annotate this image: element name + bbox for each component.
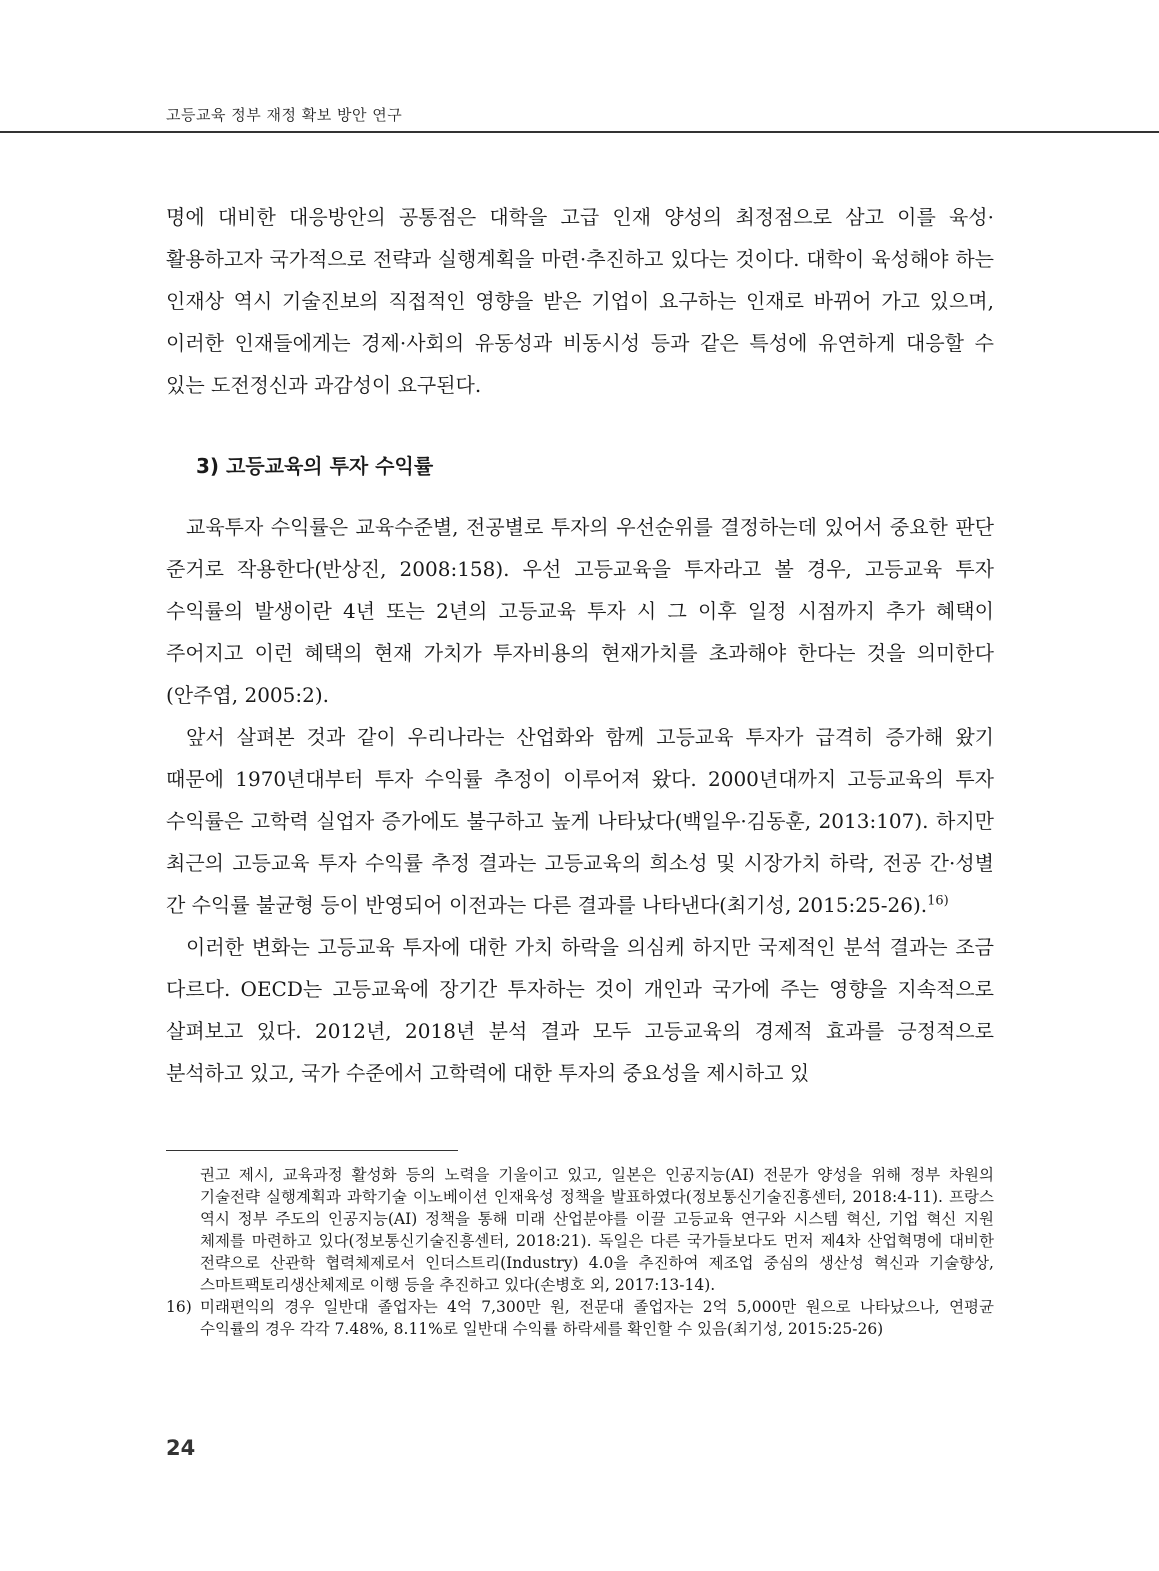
footnote-number: 16) [166,1298,192,1316]
footnotes [166,1164,994,1340]
running-header: 고등교육 정부 재정 확보 방안 연구 [166,106,403,124]
footnote-continuation: 권고 제시, 교육과정 활성화 등의 노력을 기울이고 있고, 일본은 인공지능(AI) 전문가 양성을 위해 정부 차원의 기술전략 실행계획과 과학기술 이노베이션 인재육성 정책을 발표하였다(정보통신기술진흥센터, 2018:4-11). 프랑스 역시 정부 주도의 인공지능(AI) 정책을 통해 미래 산업분야를 이끌 고등교육 연구와 시스템 혁신, 기업 혁신 지원 체제를 마련하고 있다(정보통신기술진흥센터, 2018:21). 독일은 다른 국가들보다도 먼저 제4차 산업혁명에 대비한 전략으로 산관학 협력체제로서 인더스트리(Industry) 4.0을 추진하여 제조업 중심의 생산성 혁신과 기술향상, 스마트팩토리생산체제로 이행 등을 추진하고 있다(손병호 외, 2017:13-14). [200,1166,994,1294]
footnote-divider [166,1150,458,1151]
footnote-16 [166,1296,994,1340]
body-paragraph-2: 교육투자 수익률은 교육수준별, 전공별로 투자의 우선순위를 결정하는데 있어서 중요한 판단 준거로 작용한다(반상진, 2008:158). 우선 고등교육을 투자라고 볼 경우, 고등교육 투자 수익률의 발생이란 4년 또는 2년의 고등교육 투자 시 그 이후 일정 시점까지 추가 혜택이 주어지고 이런 혜택의 현재 가치가 투자비용의 현재가치를 초과해야 한다는 것을 의미한다(안주엽, 2005:2). [166,515,994,707]
body-section-content [166,506,994,1094]
section-heading: 3) 고등교육의 투자 수익률 [196,454,434,478]
footnote-text: 미래편익의 경우 일반대 졸업자는 4억 7,300만 원, 전문대 졸업자는 2억 5,000만 원으로 나타났으나, 연평균 수익률의 경우 각각 7.48%, 8.11%로 일반대 수익률 하락세를 확인할 수 있음(최기성, 2015:25-26) [200,1298,994,1338]
body-paragraph-1 [166,196,994,406]
body-paragraph-3 [166,716,994,926]
body-paragraph-4: 이러한 변화는 고등교육 투자에 대한 가치 하락을 의심케 하지만 국제적인 분석 결과는 조금 다르다. OECD는 고등교육에 장기간 투자하는 것이 개인과 국가에 주는 영향을 지속적으로 살펴보고 있다. 2012년, 2018년 분석 결과 모두 고등교육의 경제적 효과를 긍정적으로 분석하고 있고, 국가 수준에서 고학력에 대한 투자의 중요성을 제시하고 있 [166,935,994,1085]
header-divider [0,131,1159,133]
footnote-reference-16[interactable]: 16) [927,893,949,909]
paragraph-text: 명에 대비한 대응방안의 공통점은 대학을 고급 인재 양성의 최정점으로 삼고 이를 육성·활용하고자 국가적으로 전략과 실행계획을 마련·추진하고 있다는 것이다. 대학이 육성해야 하는 인재상 역시 기술진보의 직접적인 영향을 받은 기업이 요구하는 인재로 바뀌어 가고 있으며, 이러한 인재들에게는 경제·사회의 유동성과 비동시성 등과 같은 특성에 유연하게 대응할 수 있는 도전정신과 과감성이 요구된다. [166,205,994,397]
page-number: 24 [166,1436,196,1460]
paragraph-text: 앞서 살펴본 것과 같이 우리나라는 산업화와 함께 고등교육 투자가 급격히 증가해 왔기 때문에 1970년대부터 투자 수익률 추정이 이루어져 왔다. 2000년대까지 고등교육의 투자 수익률은 고학력 실업자 증가에도 불구하고 높게 나타났다(백일우·김동훈, 2013:107). 하지만 최근의 고등교육 투자 수익률 추정 결과는 고등교육의 희소성 및 시장가치 하락, 전공 간·성별 간 수익률 불균형 등이 반영되어 이전과는 다른 결과를 나타낸다(최기성, 2015:25-26). [166,725,994,917]
